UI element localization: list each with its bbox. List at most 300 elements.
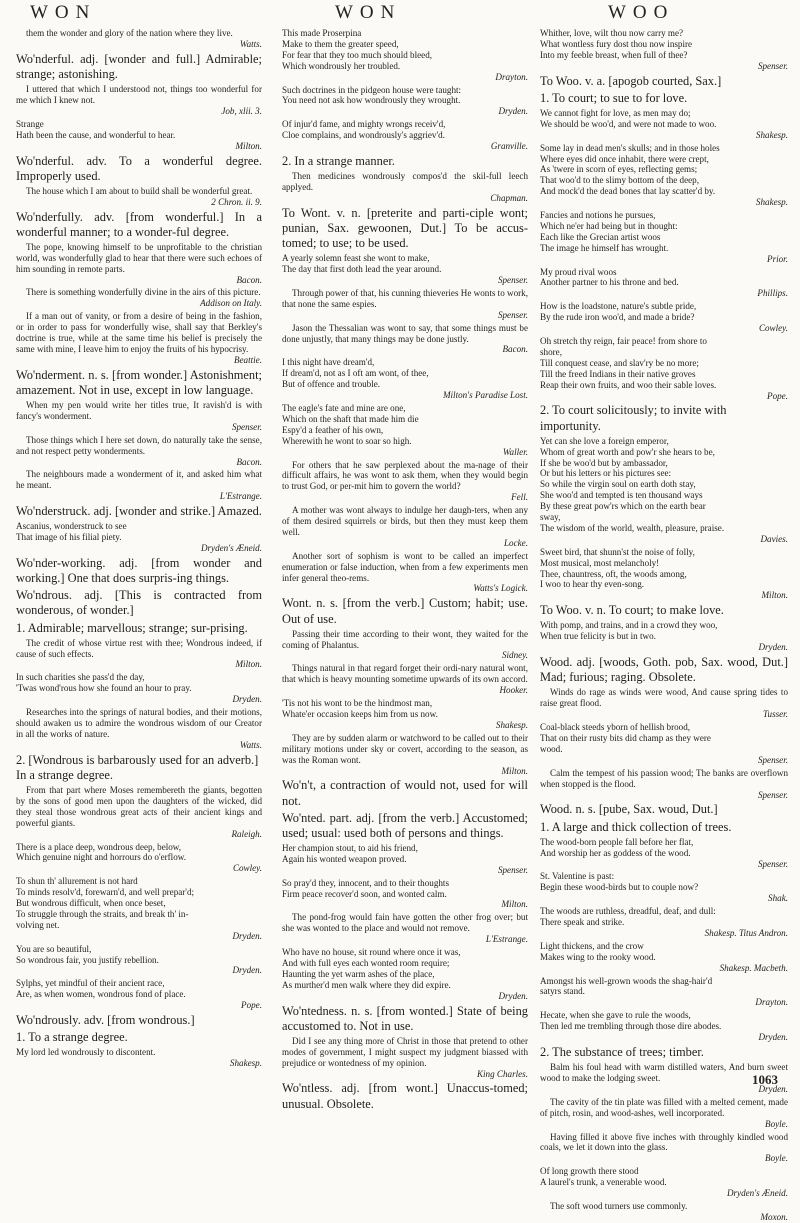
citation: Shakesp. [229,1058,262,1069]
citation: Dryden's Æneid. [200,543,262,554]
quotation: A mother was wont always to indulge her daugh-ters, when any of them desired squirrels or birds, but then they must keep them well. [282,505,528,537]
verse-line: As murther'd men walk where they did expire. [282,979,451,990]
citation: Cowley. [758,323,788,334]
verse-line: Sweet bird, that shunn'st the noise of folly, [540,546,695,557]
verse-line: She woo'd and tempted is ten thousand ways [540,490,703,501]
dictionary-entry [282,811,528,841]
dictionary-entry [16,556,262,586]
verse-line: A laurel's trunk, a venerable wood. [540,1177,667,1188]
dictionary-entry [282,323,528,356]
entry-headline: Wo'ntless. adj. [from wont.] Unaccus-tomed; unusual. Obsolete. [282,1081,528,1111]
verse-line: So while the virgin soul on earth doth stay, [540,479,696,490]
dictionary-entry [282,206,528,251]
verse-line: Begin these wood-birds but to couple now? [540,882,699,893]
citation: Milton. [761,590,788,601]
citation: Dryden. [758,1032,788,1043]
verse-line: Which genuine night and horrours do o'erflow. [16,852,186,863]
entry-headline: Wo'ndrous. adj. [This is contracted from wonderous, of wonder.] [16,588,262,618]
quotation: Passing their time according to their wont, they waited for the coming of Phalantus. [282,628,528,650]
verse-line: wood. [540,743,563,754]
quotation: Did I see any thing more of Christ in those that pretend to other modes of government, I might suspect my judgment biassed with prejudice or wontedness of my opinion. [282,1035,528,1068]
verse-line: Amongst his well-grown woods the shag-hair'd [540,975,713,986]
dictionary-entry [540,1097,788,1130]
dictionary-entry [540,547,788,602]
citation: Dryden. [498,990,528,1001]
dictionary-entry [540,301,788,334]
quotation: Another sort of sophism is wont to be called an imperfect enumeration or false induction, when from a few experiments men infer general theo-rems. [282,550,528,583]
verse-line: But wondrous difficult, when once beset, [16,898,166,909]
verse-line: Ascanius, wonderstruck to see [16,521,127,532]
verse-line: The day that first doth lead the year around. [282,264,442,275]
verse-line: To minds resolv'd, forewarn'd, and well prepar'd; [16,887,195,898]
citation: Watts's Logick. [473,583,528,594]
dictionary-entry [16,119,262,152]
quotation: Researches into the springs of natural bodies, and their motions, should awaken us to admire the wondrous wisdom of our Creator in all the works of nature. [16,707,262,739]
citation: Bacon. [236,274,262,285]
citation: Bacon. [502,344,528,355]
dictionary-entry [16,242,262,286]
citation: 2 Chron. ii. 9. [211,196,262,207]
verse-line: Till conquest cease, and slav'ry be no more; [540,357,699,368]
quotation: Things natural in that regard forget their ordi-nary natural wont, that which is heavy mounting sometime upwards of its own accord. [282,663,528,685]
verse-line: This made Proserpina [282,28,362,38]
entry-headline: To Woo. v. a. [apogob courted, Sax.] [540,73,722,88]
dictionary-entry [540,1062,788,1095]
quotation: The credit of whose virtue rest with thee; Wondrous indeed, if cause of such effects. [16,637,262,659]
verse-line: You need not ask how wondrously they wrought. [282,95,461,106]
sense-definition: 2. In a strange manner. [282,153,395,168]
verse-line: Strange [16,118,44,129]
citation: Boyle. [765,1153,788,1164]
dictionary-entry [282,460,528,504]
dictionary-entry [282,596,528,626]
citation: Spenser. [757,60,788,71]
citation: Locke. [504,537,528,548]
dictionary-entry [16,210,262,240]
dictionary-entry [540,687,788,720]
column-left [16,28,262,1090]
dictionary-entry [16,368,262,398]
citation: Davies. [760,533,788,544]
citation: L'Estrange. [219,491,262,502]
citation: Hooker. [499,685,528,696]
citation: Pope. [767,390,788,401]
quotation: Through power of that, his cunning thieveries He wonts to work, that none the same espies. [282,287,528,309]
dictionary-entry [16,621,262,636]
verse-line: satyrs stand. [540,986,585,997]
quotation: Jason the Thessalian was wont to say, that some things must be done unjustly, that many things may be done justly. [282,322,528,344]
entry-headline: Wood. n. s. [pube, Sax. woud, Dut.] [540,802,718,817]
citation: Shakesp. [755,197,788,208]
citation: Milton's Paradise Lost. [442,390,528,401]
quotation: The pond-frog would fain have gotten the other frog over; but she was wonted to the place and would not remove. [282,912,528,934]
verse-line: Which on the shaft that made him die [282,413,419,424]
citation: Sidney. [501,650,528,661]
dictionary-entry [540,91,788,106]
sense-definition: 1. A large and thick collection of trees. [540,819,732,834]
verse-line: I this night have dream'd, [282,357,375,368]
citation: Raleigh. [231,828,262,839]
citation: King Charles. [476,1068,528,1079]
dictionary-entry [282,778,528,808]
dictionary-entry [540,403,788,433]
verse-line: Sylphs, yet mindful of their ancient race, [16,978,165,989]
verse-line: sway, [540,512,561,523]
column-middle [282,28,528,1111]
dictionary-entry [282,1036,528,1080]
verse-line: Of injur'd fame, and mighty wrongs receiv'd, [282,119,446,130]
citation: Addison on Italy. [200,298,262,309]
verse-line: To struggle through the straits, and break th' in- [16,908,189,919]
citation: Milton. [501,899,528,910]
citation: Dryden. [498,106,528,117]
citation: Watts. [239,739,262,750]
citation: Shak. [768,893,788,904]
dictionary-entry [282,663,528,696]
entry-headline: Wo'nted. part. adj. [from the verb.] Accustomed; used; usual: used both of persons and things. [282,810,528,840]
verse-line: And with full eyes each wonted room require; [282,957,450,968]
verse-line: That image of his filial piety. [16,532,122,543]
dictionary-entry [16,469,262,502]
dictionary-entry [282,947,528,1002]
entry-headline: To Wont. v. n. [preterite and parti-ciple wont; punian, Sax. gewoonen, Dut.] To be accus-tomed; to use; to be used. [282,205,528,251]
verse-line: Cloe complains, and wondrously's aggriev'd. [282,130,445,141]
verse-line: How is the loadstone, nature's subtle pride, [540,301,697,312]
citation: Drayton. [755,997,788,1008]
dictionary-entry [282,288,528,321]
running-head-right: WOO [608,2,675,23]
verse-line: Thee, chauntress, oft, the woods among, [540,568,687,579]
verse-line: Are, as when women, wondrous fond of place. [16,989,186,1000]
citation: Granville. [490,141,528,152]
verse-line: Fancies and notions he pursues, [540,210,656,221]
verse-line: 'Twas wond'rous how she found an hour to pray. [16,683,192,694]
dictionary-entry [16,753,262,783]
verse-line: volving net. [16,919,60,930]
citation: Spenser. [497,309,528,320]
entry-headline: To Woo. v. n. To court; to make love. [540,603,724,618]
verse-line: The woods are ruthless, dreadful, deaf, and dull: [540,906,716,917]
verse-line: Whither, love, wilt thou now carry me? [540,28,684,38]
dictionary-entry [540,655,788,685]
citation: Prior. [767,253,788,264]
dictionary-entry [282,505,528,549]
dictionary-entry [16,28,262,50]
verse-line: We should be woo'd, and were not made to woo. [540,118,717,129]
citation: Milton. [235,659,262,670]
verse-line: Of long growth there stood [540,1166,639,1177]
dictionary-entry [540,837,788,870]
verse-line: Most musical, most melancholy! [540,557,660,568]
verse-line: With pomp, and trains, and in a crowd they woo, [540,620,718,631]
citation: Dryden. [232,965,262,976]
citation: Spenser. [497,275,528,285]
dictionary-entry [540,603,788,618]
citation: Bacon. [236,456,262,467]
citation: Fell. [511,492,528,503]
dictionary-entry [540,436,788,545]
sense-definition: 2. [Wondrous is barbarously used for an adverb.] In a strange degree. [16,752,259,782]
column-right [540,28,788,1222]
verse-line: In such charities she pass'd the day, [16,672,145,683]
verse-line: If she be woo'd but by ambassador, [540,457,668,468]
dictionary-entry [540,1045,788,1060]
verse-line: By these great pow'rs which on the earth bear [540,501,706,512]
dictionary-entry [540,802,788,817]
dictionary-entry [16,638,262,671]
quotation: The soft wood turners use commonly. [550,1201,688,1211]
quotation: The cavity of the tin plate was filled with a melted cement, made of pitch, rosin, and wood-ashes, well incorporated. [540,1096,788,1118]
dictionary-entry [540,871,788,904]
dictionary-entry [282,171,528,204]
dictionary-entry [540,210,788,265]
citation: Cowley. [232,863,262,874]
sense-definition: 2. To court solicitously; to invite with importunity. [540,403,727,433]
verse-line: Haunting the yet warm ashes of the place, [282,968,435,979]
dictionary-entry [16,400,262,433]
dictionary-entry [540,941,788,974]
dictionary-entry [540,722,788,766]
dictionary-entry [16,186,262,208]
citation: Waller. [502,446,528,457]
verse-line: Whate'er occasion keeps him from us now. [282,708,438,719]
verse-line: So pray'd they, innocent, and to their thoughts [282,877,449,888]
sense-definition: 2. The substance of trees; timber. [540,1045,704,1059]
dictionary-entry [16,876,262,941]
citation: Dryden. [232,694,262,705]
verse-line: Such doctrines in the pidgeon house were taught: [282,84,462,95]
dictionary-entry [282,733,528,777]
dictionary-entry [540,620,788,653]
entry-headline: Wo'nderful. adj. [wonder and full.] Admirable; strange; astonishing. [16,51,262,81]
verse-line: Coal-black steeds yborn of hellish brood, [540,722,691,733]
quotation: From that part where Moses remembereth the giants, begotten by the sons of good men upon the daughters of the wicked, did they steal those wondrous great acts of their ancient kings and powerful giants. [16,784,262,828]
citation: Shakesp. Macbeth. [719,962,788,973]
verse-line: Who have no house, sit round where once it was, [282,947,461,958]
dictionary-entry [282,1004,528,1034]
quotation: Having filled it above five inches with throughly kindled wood coals, we let it down into the glass. [540,1131,788,1153]
verse-line: Make to them the greater speed, [282,38,399,49]
dictionary-entry [16,588,262,618]
dictionary-entry [540,1132,788,1165]
verse-line: Each like the Grecian artist woos [540,231,661,242]
entry-headline: Wo'n't, a contraction of would not, used for will not. [282,778,528,808]
dictionary-entry [282,551,528,595]
citation: Tusser. [762,709,788,720]
citation: Job, xlii. 3. [221,105,262,116]
dictionary-entry [16,707,262,751]
quotation: The pope, knowing himself to be unprofitable to the christian world, was wonderfully glad to hear that there were such echoes of him sounding in remote parts. [16,241,262,274]
citation: Watts. [239,38,262,49]
quotation: There is something wonderfully divine in the airs of this picture. [26,287,261,298]
dictionary-entry [540,74,788,89]
citation: Moxon. [760,1211,788,1222]
dictionary-entry [540,768,788,801]
dictionary-entry [540,336,788,401]
verse-line: Espy'd a feather of his own, [282,424,384,435]
verse-line: Another partner to his throne and bed. [540,277,679,288]
citation: Chapman. [490,192,528,203]
verse-line: We cannot fight for love, as men may do; [540,107,691,118]
dictionary-entry [282,843,528,876]
verse-line: A yearly solemn feast she wont to make, [282,253,430,264]
dictionary-entry [540,906,788,939]
verse-line: Which wondrously her troubled. [282,60,401,71]
dictionary-entry [16,504,262,519]
verse-line: There is a place deep, wondrous deep, below, [16,841,182,852]
running-head-left: WON [30,2,97,23]
entry-headline: Wont. n. s. [from the verb.] Custom; habit; use. Out of use. [282,596,528,626]
entry-headline: Wo'nderful. adv. To a wonderful degree. Improperly used. [16,153,262,183]
dictionary-entry [282,1081,528,1111]
dictionary-entry [540,976,788,1009]
citation: Shakesp. [495,719,528,730]
verse-line: Makes wing to the rooky wood. [540,951,656,962]
entry-headline: Wo'nderfully. adv. [from wonderful.] In a wonderful manner; to a wonder-ful degree. [16,209,262,239]
citation: Spenser. [757,858,788,869]
verse-line: You are so beautiful, [16,943,92,954]
page-number: 1063 [752,1072,778,1087]
dictionary-entry [16,1047,262,1069]
quotation: I uttered that which I understood not, things too wonderful for me which I knew not. [16,84,262,105]
citation: Spenser. [757,754,788,765]
dictionary-entry [540,820,788,835]
verse-line: So wondrous fair, you justify rebellion. [16,954,159,965]
citation: Dryden's Æneid. [726,1188,788,1199]
citation: Spenser. [497,864,528,875]
verse-line: My lord led wondrously to discontent. [16,1047,156,1058]
verse-line: Hecate, when she gave to rule the woods, [540,1010,691,1021]
citation: Milton. [501,765,528,776]
dictionary-entry [282,629,528,662]
dictionary-entry [16,52,262,82]
verse-line: Reap their own fruits, and woo their sable loves. [540,379,717,390]
verse-line: Oh stretch thy reign, fair peace! from shore to [540,336,707,346]
verse-line: My proud rival woos [540,266,617,277]
verse-line: When true felicity is but in two. [540,631,656,642]
dictionary-entry [540,1010,788,1043]
quotation: Balm his foul head with warm distilled waters, And burn sweet wood to make the lodging sweet. [540,1062,788,1084]
dictionary-entry [282,912,528,945]
verse-line: Whom of great worth and pow'r she hears to be, [540,446,715,457]
verse-line: Into my feeble breast, when full of thee? [540,49,688,60]
verse-line: To shun th' allurement is not hard [16,876,138,887]
verse-line: Which ne'er had being but in thought: [540,220,678,231]
quotation: Those things which I here set down, do naturally take the sense, and not respect petty wonderments. [16,434,262,456]
verse-line: That on their rusty bits did champ as they were [540,733,711,743]
dictionary-entry [282,403,528,458]
entry-headline: Wo'nder-working. adj. [from wonder and working.] One that does surpris-ing things. [16,556,262,586]
quotation: If a man out of vanity, or from a desire of being in the fashion, or in order to pass for wonderfully wise, shall say that Berkley's doctrine is true, while at the same time his belief is precisely the same with mine, I leave him to enjoy the fruits of his hypocrisy. [16,311,262,354]
quotation: Winds do rage as winds were wood, And cause spring tides to raise great flood. [540,687,788,709]
quotation: The house which I am about to build shall be wonderful great. [26,185,253,196]
verse-line: That woo'd to the slimy bottom of the deep, [540,175,699,186]
verse-line: Hath been the cause, and wonderful to hear. [16,129,176,140]
verse-line: The wisdom of the world, wealth, pleasure, praise. [540,522,725,533]
dictionary-entry [540,108,788,141]
dictionary-entry [282,154,528,169]
dictionary-entry [282,878,528,911]
verse-line: Again his wonted weapon proved. [282,853,407,864]
citation: Dryden. [758,1083,788,1094]
citation: Pope. [241,1000,262,1011]
dictionary-entry [16,1030,262,1045]
verse-line: By the rude iron woo'd, and made a bride? [540,312,695,323]
verse-line: shore, [540,346,562,357]
verse-line: And mock'd the dead bones that lay scatter'd by. [540,186,716,197]
verse-line: Where eyes did once inhabit, there were crept, [540,153,709,164]
dictionary-entry [16,84,262,117]
dictionary-entry [540,28,788,72]
verse-line: There speak and strike. [540,917,625,928]
verse-line: Light thickens, and the crow [540,940,644,951]
dictionary-entry [16,311,262,366]
entry-headline: Wo'ndrously. adv. [from wondrous.] [16,1013,195,1028]
dictionary-entry [282,698,528,731]
dictionary-entry [16,435,262,468]
dictionary-entry [16,154,262,184]
entry-headline: Wo'nderment. n. s. [from wonder.] Astonishment; amazement. Not in use, except in low language. [16,367,262,397]
dictionary-entry [16,1013,262,1028]
dictionary-entry [16,672,262,705]
dictionary-entry [16,521,262,554]
verse-line: Or but his letters or his pictures see: [540,468,672,479]
citation: Dryden. [758,642,788,653]
verse-line: Firm peace recover'd soon, and wonted calm. [282,888,447,899]
verse-line: Wherewith he wont to soar so high. [282,435,412,446]
citation: L'Estrange. [485,934,528,945]
citation: Beattie. [233,354,262,365]
running-head-center: WON [335,2,402,23]
dictionary-entry [282,28,528,83]
citation: Milton. [235,140,262,151]
verse-line: Yet can she love a foreign emperor, [540,435,669,446]
quotation: When my pen would write her titles true, It ravish'd is with fancy's wonderment. [16,400,262,421]
sense-definition: 1. To a strange degree. [16,1030,128,1045]
dictionary-entry [16,842,262,875]
verse-line: Some lay in dead men's skulls; and in those holes [540,142,720,153]
citation: Dryden. [232,930,262,941]
sense-definition: 1. To court; to sue to for love. [540,90,688,105]
citation: Shakesp. Titus Andron. [704,927,788,938]
verse-line: The wood-born people fall before her flat, [540,836,694,847]
verse-line: The image he himself has wrought. [540,242,669,253]
verse-line: But of offence and trouble. [282,379,381,390]
verse-line: If dream'd, not as I oft am wont, of thee, [282,368,429,379]
verse-line: And worship her as goddess of the wood. [540,847,691,858]
dictionary-entry [540,1166,788,1199]
verse-line: Till the freed Indians in their native groves [540,368,696,379]
dictionary-entry [16,287,262,309]
citation: Shakesp. [755,129,788,140]
verse-line: I woo to hear thy even-song. [540,579,645,590]
citation: Drayton. [495,71,528,82]
dictionary-entry [16,978,262,1011]
verse-line: What wontless fury dost thou now inspire [540,38,693,49]
quotation: them the wonder and glory of the nation where they live. [26,28,233,38]
quotation: The neighbours made a wonderment of it, and asked him what he meant. [16,469,262,491]
dictionary-entry [282,119,528,152]
sense-definition: 1. Admirable; marvellous; strange; sur-prising. [16,620,248,635]
verse-line: Her champion stout, to aid his friend, [282,842,418,853]
quotation: Then medicines wondrously compos'd the skil-full leech applyed. [282,171,528,192]
verse-line: As 'twere in scorn of eyes, reflecting gems; [540,164,698,175]
citation: Spenser. [231,421,262,432]
citation: Boyle. [765,1118,788,1129]
citation: Phillips. [757,288,788,299]
quotation: They are by sudden alarm or watchword to be called out to their military motions under sky or covert, according to the season, as was the Roman wont. [282,732,528,765]
dictionary-entry [282,85,528,118]
